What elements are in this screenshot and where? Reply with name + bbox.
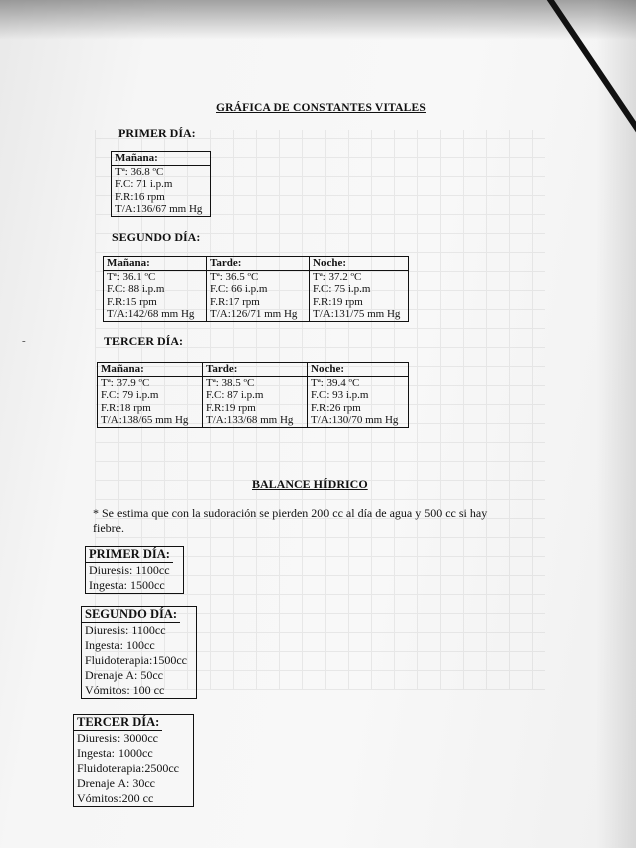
- margin-mark: -: [22, 335, 26, 347]
- day2-afternoon-line: Tª: 36.5 ºC: [207, 270, 310, 283]
- day3-night-line: T/A:130/70 mm Hg: [308, 414, 409, 427]
- day3-night-line: F.C: 93 i.p.m: [308, 389, 409, 402]
- day3-afternoon-label: Tarde:: [203, 363, 308, 377]
- day1-morning-line: T/A:136/67 mm Hg: [112, 203, 211, 216]
- day3-afternoon-line: T/A:133/68 mm Hg: [203, 414, 308, 427]
- balance-day1-box: [85, 546, 184, 594]
- day3-morning-line: Tª: 37.9 ºC: [98, 376, 203, 389]
- day3-afternoon-line: F.C: 87 i.p.m: [203, 389, 308, 402]
- day2-afternoon-line: T/A:126/71 mm Hg: [207, 308, 310, 321]
- day2-heading: SEGUNDO DÍA:: [112, 230, 201, 244]
- day2-night-label: Noche:: [310, 257, 409, 271]
- balance-day2-line: Ingesta: 100cc: [85, 638, 155, 652]
- day3-vitals-table: [97, 362, 409, 428]
- day3-morning-label: Mañana:: [98, 363, 203, 377]
- day2-night-line: F.R:19 rpm: [310, 296, 409, 309]
- day1-morning-line: F.C: 71 i.p.m: [112, 178, 211, 191]
- day2-morning-line: F.R:15 rpm: [104, 296, 207, 309]
- day2-night-line: T/A:131/75 mm Hg: [310, 308, 409, 321]
- day3-afternoon-line: Tª: 38.5 ºC: [203, 376, 308, 389]
- day2-morning-line: Tª: 36.1 ºC: [104, 270, 207, 283]
- day2-night-line: F.C: 75 i.p.m: [310, 283, 409, 296]
- day3-night-line: F.R:26 rpm: [308, 402, 409, 415]
- balance-day2-line: Diuresis: 1100cc: [85, 623, 166, 637]
- day3-heading: TERCER DÍA:: [104, 334, 184, 348]
- balance-day1-heading: PRIMER DÍA:: [86, 547, 173, 563]
- balance-day2-line: Vómitos: 100 cc: [85, 683, 165, 697]
- day3-morning-line: F.R:18 rpm: [98, 402, 203, 415]
- day3-morning-line: T/A:138/65 mm Hg: [98, 414, 203, 427]
- balance-day3-line: Fluidoterapia:2500cc: [77, 761, 179, 775]
- day2-afternoon-label: Tarde:: [207, 257, 310, 271]
- balance-day3-line: Diuresis: 3000cc: [77, 731, 158, 745]
- balance-day2-line: Drenaje A: 50cc: [85, 668, 163, 682]
- right-shadow: [596, 0, 636, 848]
- balance-note: * Se estima que con la sudoración se pierden 200 cc al día de agua y 500 cc si hay fiebre.: [93, 506, 488, 535]
- day3-night-label: Noche:: [308, 363, 409, 377]
- day1-morning-label: Mañana:: [112, 152, 211, 166]
- balance-day3-heading: TERCER DÍA:: [74, 715, 162, 731]
- day3-afternoon-line: F.R:19 rpm: [203, 402, 308, 415]
- day1-vitals-table: [111, 151, 211, 217]
- page-title: GRÁFICA DE CONSTANTES VITALES: [216, 102, 426, 114]
- day2-afternoon-line: F.R:17 rpm: [207, 296, 310, 309]
- day2-morning-label: Mañana:: [104, 257, 207, 271]
- day2-vitals-table: [103, 256, 409, 322]
- balance-day2-line: Fluidoterapia:1500cc: [85, 653, 187, 667]
- top-shadow: [0, 0, 636, 40]
- day1-morning-line: F.R:16 rpm: [112, 191, 211, 204]
- balance-day3-line: Ingesta: 1000cc: [77, 746, 153, 760]
- balance-day3-line: Drenaje A: 30cc: [77, 776, 155, 790]
- day2-morning-line: F.C: 88 i.p.m: [104, 283, 207, 296]
- balance-day3-line: Vómitos:200 cc: [77, 791, 154, 805]
- balance-day2-heading: SEGUNDO DÍA:: [82, 607, 180, 623]
- day2-morning-line: T/A:142/68 mm Hg: [104, 308, 207, 321]
- balance-title: BALANCE HÍDRICO: [252, 477, 368, 491]
- day2-afternoon-line: F.C: 66 i.p.m: [207, 283, 310, 296]
- day1-morning-line: Tª: 36.8 ºC: [112, 165, 211, 178]
- day2-night-line: Tª: 37.2 ºC: [310, 270, 409, 283]
- day1-heading: PRIMER DÍA:: [118, 126, 196, 140]
- balance-day3-box: [73, 714, 194, 807]
- balance-day1-line: Ingesta: 1500cc: [89, 578, 165, 592]
- balance-day1-line: Diuresis: 1100cc: [89, 563, 170, 577]
- day3-morning-line: F.C: 79 i.p.m: [98, 389, 203, 402]
- day3-night-line: Tª: 39.4 ºC: [308, 376, 409, 389]
- balance-day2-box: [81, 606, 197, 699]
